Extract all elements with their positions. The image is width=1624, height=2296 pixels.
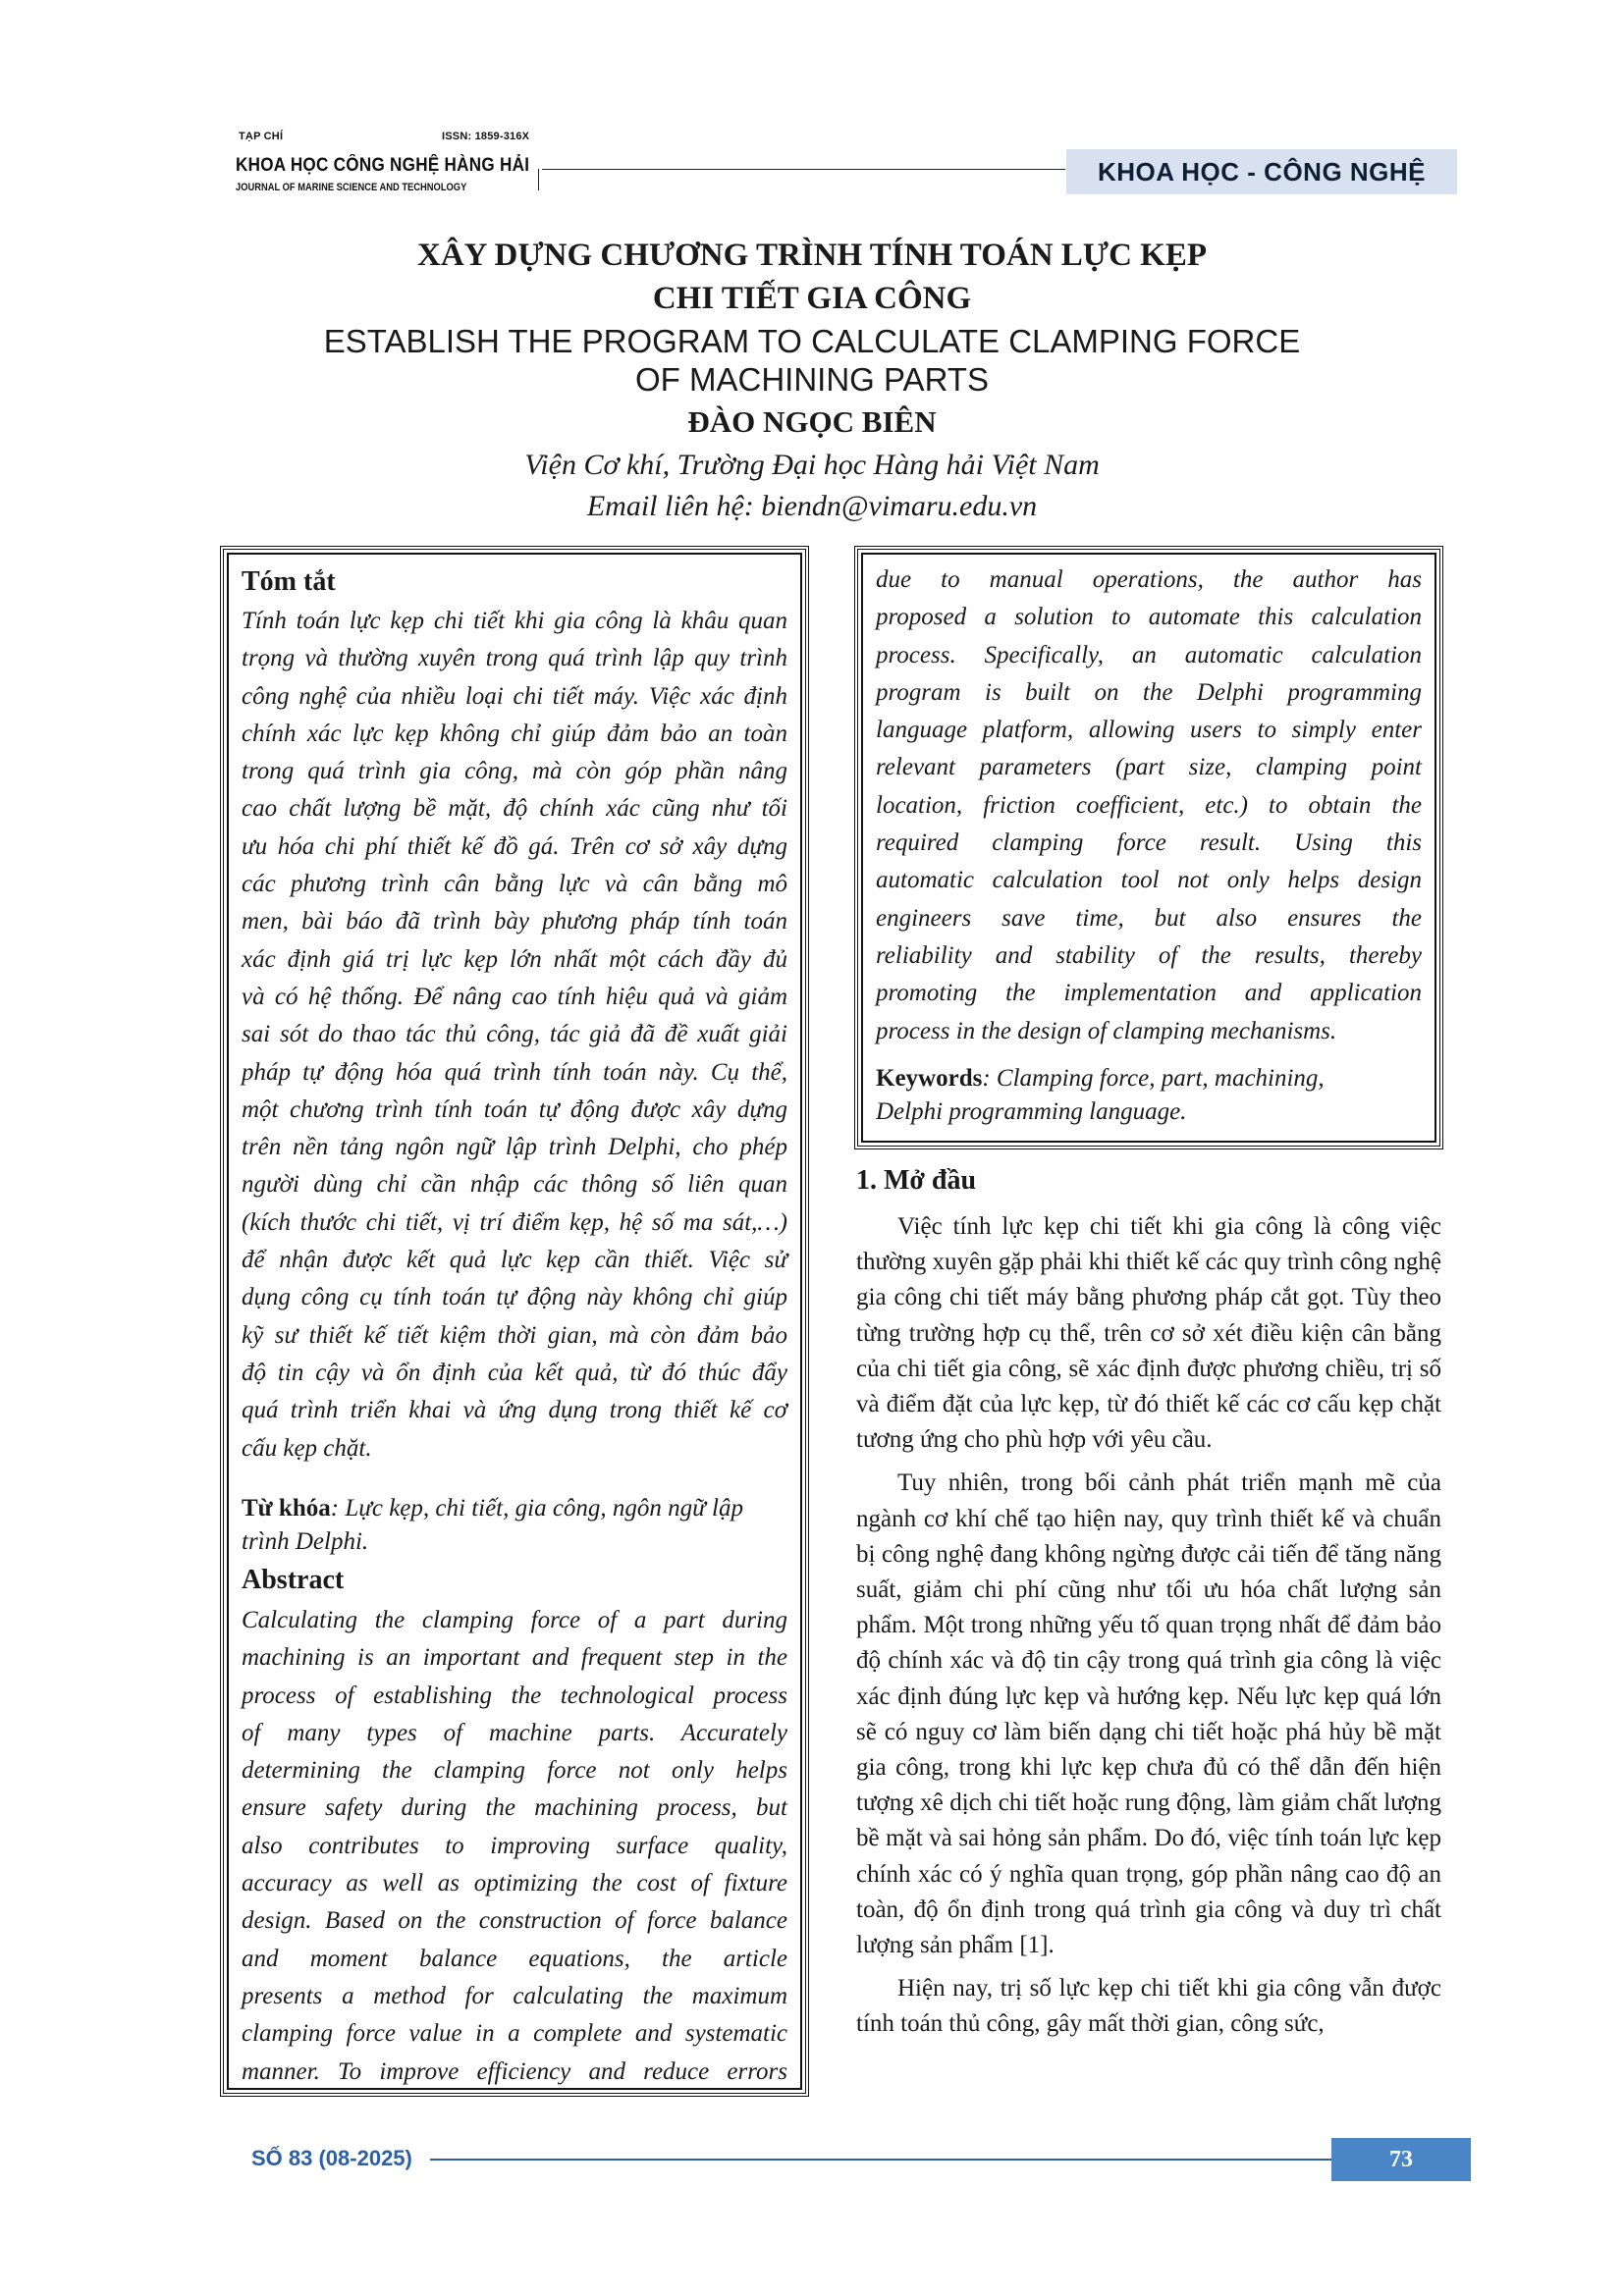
header-divider-line: [542, 169, 1065, 170]
abstract-left-line: determining the clamping force not only helps: [242, 1757, 787, 1785]
journal-label-tap-chi: TẠP CHÍ: [239, 131, 284, 142]
section-tag: [1066, 149, 1457, 194]
abstract-right-line: process. Specifically, an automatic calculation: [876, 641, 1422, 668]
author-affiliation: Viện Cơ khí, Trường Đại học Hàng hải Việt Nam: [524, 449, 1100, 481]
tukhoa-text: : Lực kẹp, chi tiết, gia công, ngôn ngữ lập: [330, 1495, 744, 1522]
abstract-left-line: Calculating the clamping force of a part during: [242, 1607, 787, 1633]
abstract-left-line: clamping force value in a complete and systematic: [242, 2020, 787, 2048]
body-paragraph: Tuy nhiên, trong bối cảnh phát triển mạnh mẽ của ngành cơ khí chế tạo hiện nay, quy trình thiết kế và chuẩn bị công nghệ đang không ngừng được cải tiến để tăng năng suất, giảm chi phí cũng như tối ưu hóa chất lượng sản phẩm. Một trong những yếu tố quan trọng nhất để đảm bảo độ chính xác và độ tin cậy trong quá trình gia công là việc xác định đúng lực kẹp và hướng kẹp. Nếu lực kẹp quá lớn sẽ có nguy cơ làm biến dạng chi tiết hoặc phá hủy bề mặt gia công, trong khi lực kẹp chưa đủ có thể dẫn đến hiện tượng xê dịch chi tiết hoặc rung động, làm giảm chất lượng bề mặt và sai hỏng sản phẩm. Do đó, việc tính toán lực kẹp chính xác có ý nghĩa quan trọng, góp phần nâng cao độ an toàn, độ ổn định trong quá trình gia công và duy trì chất lượng sản phẩm [1].: [856, 1469, 1441, 1959]
journal-title-english: JOURNAL OF MARINE SCIENCE AND TECHNOLOGY: [236, 182, 467, 193]
abstract-left-line: machining is an important and frequent step in the: [242, 1644, 787, 1672]
abstract-right-line: proposed a solution to automate this calculation: [876, 604, 1422, 631]
abstract-right-line: location, friction coefficient, etc.) to obtain the: [876, 791, 1422, 819]
tomtat-heading: Tóm tắt: [242, 566, 336, 597]
tomtat-line: công nghệ của nhiều loại chi tiết máy. Việc xác định: [242, 682, 787, 710]
title-en-line1: ESTABLISH THE PROGRAM TO CALCULATE CLAMPING FORCE: [323, 323, 1301, 359]
journal-title: KHOA HỌC CÔNG NGHỆ HÀNG HẢI: [236, 155, 530, 176]
abstract-right-line: program is built on the Delphi programming: [876, 678, 1422, 706]
abstract-right-line: relevant parameters (part size, clamping point: [876, 754, 1422, 781]
abstract-text-right: [876, 561, 1422, 1050]
abstract-right-line: required clamping force result. Using this: [876, 829, 1422, 857]
keywords-label: Keywords: [876, 1065, 983, 1092]
abstract-right-line: reliability and stability of the results, thereby: [876, 941, 1422, 969]
body-paragraph: Việc tính lực kẹp chi tiết khi gia công là công việc thường xuyên gặp phải khi thiết kế các quy trình công nghệ gia công chi tiết máy bằng phương pháp cắt gọt. Tùy theo từng trường hợp cụ thể, trên cơ sở xét điều kiện cân bằng của chi tiết gia công, sẽ xác định được phương chiều, trị số và điểm đặt của lực kẹp, từ đó thiết kế các cơ cấu kẹp chặt tương ứng cho phù hợp với yêu cầu.: [856, 1213, 1441, 1454]
tomtat-line: cao chất lượng bề mặt, độ chính xác cũng như tối: [242, 795, 787, 823]
tomtat-line: người dùng chỉ cần nhập các thông số liên quan: [242, 1171, 787, 1199]
page-number: 73: [1389, 2146, 1413, 2172]
abstract-text-left: [242, 1602, 787, 2091]
tomtat-line: men, bài báo đã trình bày phương pháp tính toán: [242, 908, 787, 935]
body-paragraph: Hiện nay, trị số lực kẹp chi tiết khi gia công vẫn được tính toán thủ công, gây mất thời gian, công sức,: [856, 1975, 1441, 2038]
tomtat-line: trên nền tảng ngôn ngữ lập trình Delphi, cho phép: [242, 1134, 787, 1161]
abstract-right-line: due to manual operations, the author has: [876, 566, 1422, 593]
tomtat-line: trong quá trình gia công, mà còn góp phần nâng: [242, 758, 787, 785]
keywords-line2: Delphi programming language.: [876, 1098, 1187, 1125]
title-en-line2: OF MACHINING PARTS: [635, 361, 989, 398]
footer-line: [430, 2159, 1331, 2161]
tomtat-line: ưu hóa chi phí thiết kế đồ gá. Trên cơ sở xây dựng: [242, 832, 787, 860]
abstract-right-line: promoting the implementation and application: [876, 980, 1422, 1007]
tomtat-text: [242, 603, 787, 1468]
tomtat-line: (kích thước chi tiết, vị trí điểm kẹp, hệ số ma sát,…): [242, 1208, 787, 1236]
abstract-left-line: presents a method for calculating the maximum: [242, 1982, 787, 2009]
tomtat-line: và có hệ thống. Để nâng cao tính hiệu quả và giảm: [242, 983, 787, 1010]
abstract-left-line: accuracy as well as optimizing the cost of fixture: [242, 1870, 787, 1897]
tomtat-line: một chương trình tính toán tự động được xây dựng: [242, 1095, 787, 1123]
tomtat-line: xác định giá trị lực kẹp lớn nhất một cách đầy đủ: [242, 945, 787, 973]
abstract-left-line: and moment balance equations, the article: [242, 1945, 787, 1972]
section-tag-label: KHOA HỌC - CÔNG NGHỆ: [1097, 156, 1427, 187]
abstract-right-line: engineers save time, but also ensures the: [876, 904, 1422, 932]
tomtat-line: dụng công cụ tính toán tự động này không chỉ giúp: [242, 1284, 787, 1311]
abstract-left-line: manner. To improve efficiency and reduce errors: [242, 2057, 787, 2085]
section-heading-intro: 1. Mở đầu: [856, 1165, 977, 1196]
body-text: [856, 1209, 1441, 2051]
tomtat-line: độ tin cậy và ổn định của kết quả, từ đó thúc đẩy: [242, 1359, 787, 1386]
tukhoa-line2: trình Delphi.: [242, 1528, 369, 1555]
tomtat-line: pháp tự động hóa quá trình tính toán này. Cụ thể,: [242, 1058, 787, 1086]
keywords-text: : Clamping force, part, machining,: [982, 1065, 1325, 1092]
tomtat-line: để nhận được kết quả lực kẹp cần thiết. Việc sử: [242, 1247, 787, 1274]
abstract-right-line: automatic calculation tool not only helps design: [876, 867, 1422, 894]
abstract-left-line: ensure safety during the machining process, but: [242, 1794, 787, 1822]
tomtat-line: cấu kẹp chặt.: [242, 1434, 372, 1462]
abstract-heading: Abstract: [242, 1565, 345, 1595]
abstract-left-line: process of establishing the technological process: [242, 1682, 787, 1709]
abstract-right-line: process in the design of clamping mechanisms.: [876, 1017, 1337, 1044]
abstract-left-line: also contributes to improving surface quality,: [242, 1832, 787, 1859]
header-divider-tick: [538, 169, 539, 190]
author-email: Email liên hệ: biendn@vimaru.edu.vn: [586, 490, 1038, 522]
author-name: ĐÀO NGỌC BIÊN: [687, 404, 937, 439]
issue-number: SỐ 83 (08-2025): [251, 2146, 412, 2170]
tomtat-line: quá trình triển khai và ứng dụng trong thiết kế cơ: [242, 1397, 787, 1424]
abstract-right-line: language platform, allowing users to simply enter: [876, 717, 1422, 744]
keywords-line1: [876, 1062, 1422, 1095]
tomtat-line: trọng và thường xuyên trong quá trình lập quy trình: [242, 645, 787, 672]
tomtat-line: kỹ sư thiết kế tiết kiệm thời gian, mà còn đảm bảo: [242, 1321, 787, 1349]
tomtat-line: các phương trình cân bằng lực và cân bằng mô: [242, 871, 787, 898]
title-vn-line2: CHI TIẾT GIA CÔNG: [652, 281, 972, 316]
abstract-left-line: of many types of machine parts. Accurately: [242, 1719, 787, 1746]
tomtat-line: chính xác lực kẹp không chỉ giúp đảm bảo an toàn: [242, 720, 787, 747]
abstract-left-line: design. Based on the construction of force balance: [242, 1907, 787, 1935]
page-number-box: [1331, 2138, 1471, 2181]
tomtat-line: Tính toán lực kẹp chi tiết khi gia công là khâu quan: [242, 608, 787, 634]
journal-issn: ISSN: 1859-316X: [442, 131, 530, 142]
tukhoa-line1: [242, 1492, 787, 1525]
tukhoa-label: Từ khóa: [242, 1495, 331, 1522]
title-vn-line1: XÂY DỰNG CHƯƠNG TRÌNH TÍNH TOÁN LỰC KẸP: [417, 238, 1207, 273]
tomtat-line: sai sót do thao tác thủ công, tác giả đã đề xuất giải: [242, 1021, 787, 1048]
